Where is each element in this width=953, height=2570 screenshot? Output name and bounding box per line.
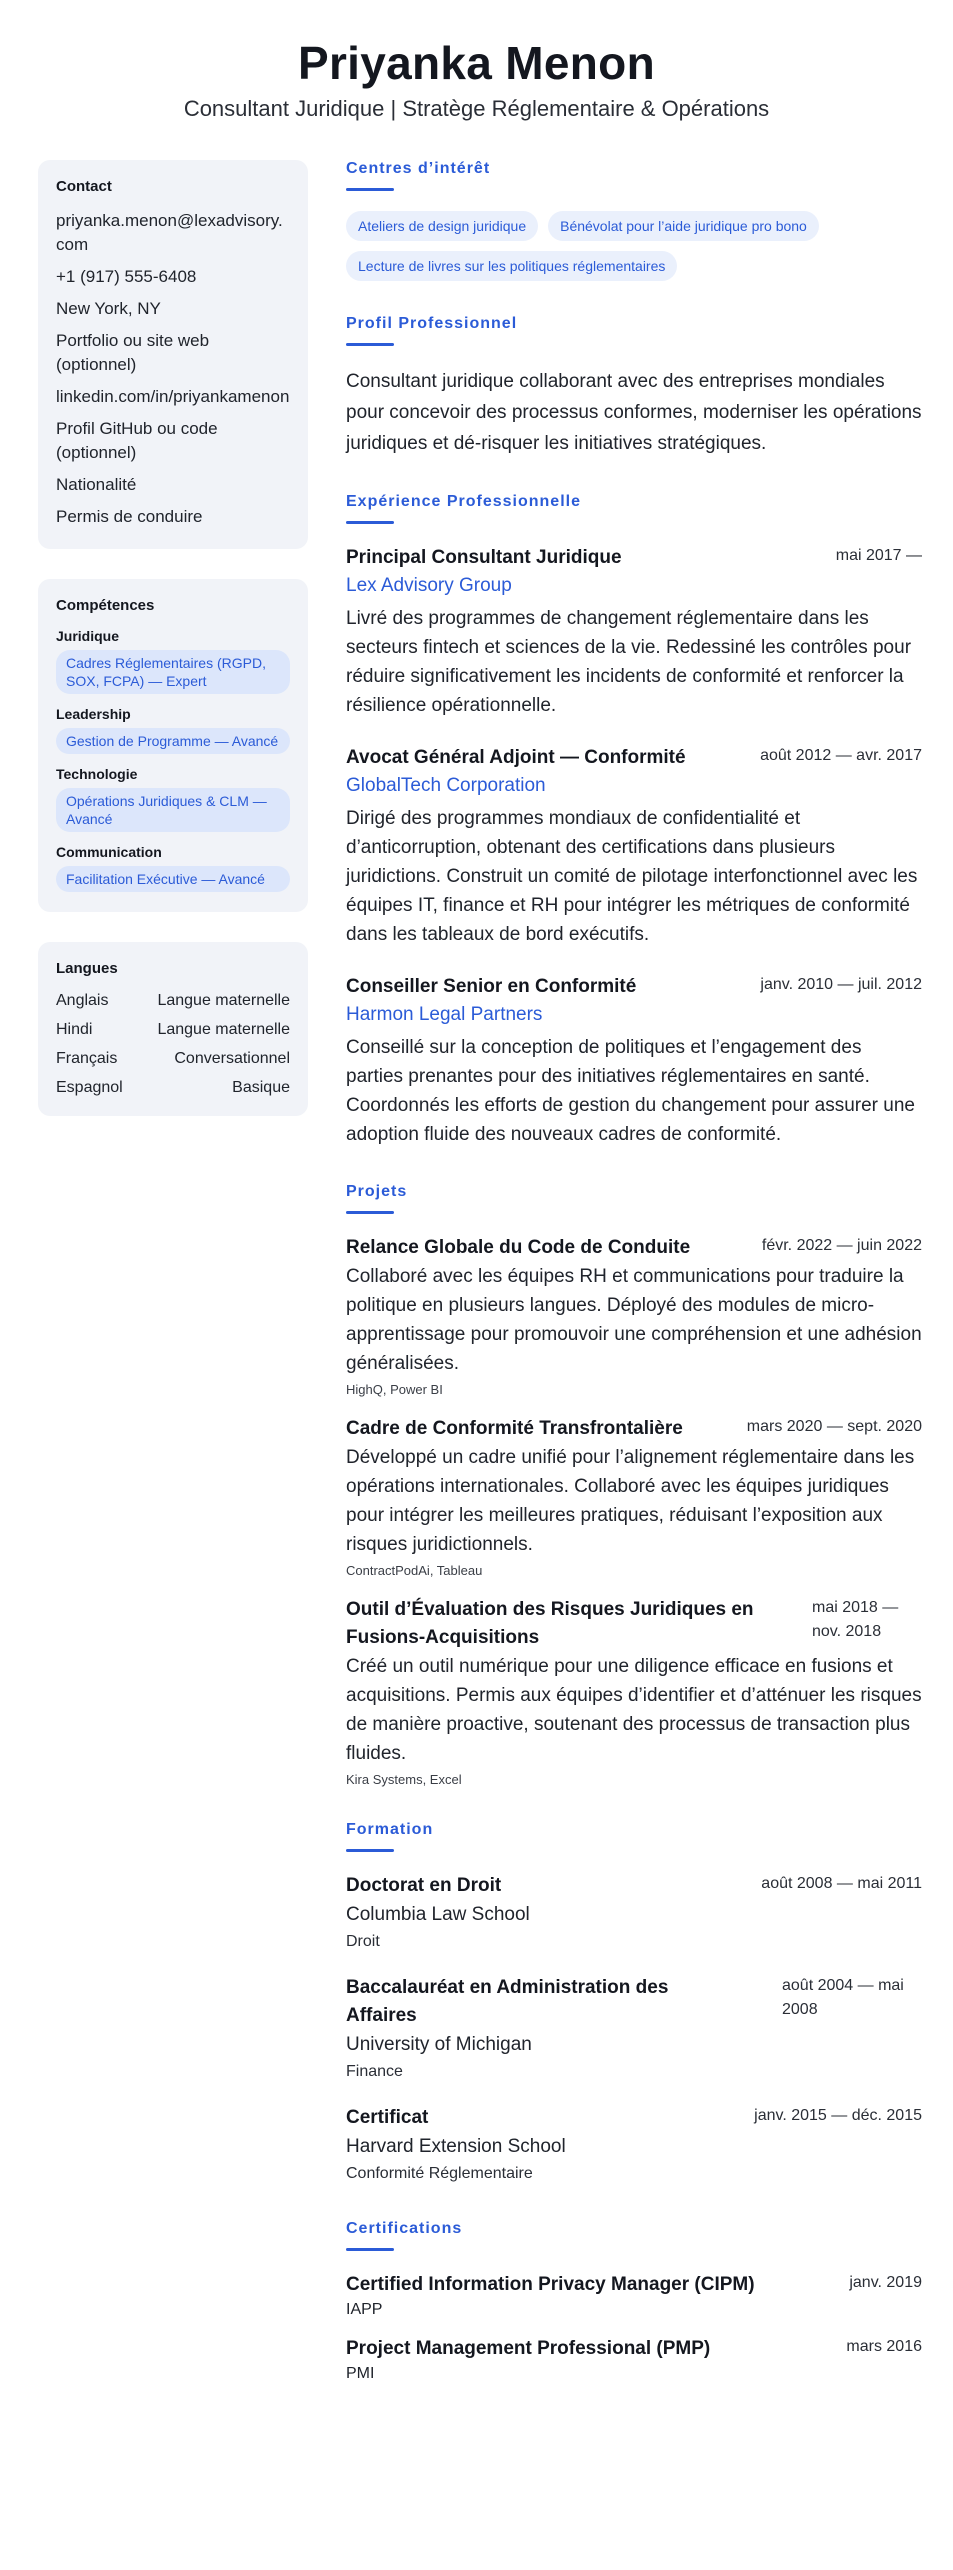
language-level: Langue maternelle <box>157 1021 290 1038</box>
project-name: Relance Globale du Code de Conduite <box>346 1237 691 1258</box>
contact-github[interactable]: Profil GitHub ou code (optionnel) <box>56 419 218 462</box>
contact-phone[interactable]: +1 (917) 555-6408 <box>56 267 197 286</box>
education-entry <box>346 1974 922 2084</box>
education-dates: août 2004 — mai 2008 <box>782 1977 904 2018</box>
project-description: Créé un outil numérique pour une diligence efficace en fusions et acquisitions. Permis aux équipes d’identifier et d’atténuer les risques de manière proactive, soutenant des processus de transaction plus fluides. <box>346 1656 922 1764</box>
contact-location: New York, NY <box>56 299 161 318</box>
skill-group <box>56 706 290 754</box>
experience-entry <box>346 744 922 949</box>
skills-title: Compétences <box>56 597 155 614</box>
candidate-name: Priyanka Menon <box>298 37 655 89</box>
skill-category: Leadership <box>56 706 131 722</box>
languages-card <box>38 942 308 1116</box>
company-name: Harmon Legal Partners <box>346 1004 543 1025</box>
language-level: Conversationnel <box>174 1050 290 1067</box>
degree-title: Certificat <box>346 2107 429 2128</box>
job-dates: janv. 2010 — juil. 2012 <box>760 976 922 993</box>
resume-header <box>0 0 953 130</box>
project-tools: Kira Systems, Excel <box>346 1772 462 1787</box>
certification-issuer: PMI <box>346 2365 375 2382</box>
section-divider <box>346 1211 394 1214</box>
certification-entry <box>346 2335 922 2385</box>
contact-card <box>38 160 308 549</box>
section-title: Expérience Professionnelle <box>346 493 581 510</box>
contact-license: Permis de conduire <box>56 507 203 526</box>
skill-pill: Opérations Juridiques & CLM — Avancé <box>56 788 290 832</box>
field-of-study: Droit <box>346 1933 380 1950</box>
education-entry <box>346 2104 922 2186</box>
language-name: Français <box>56 1050 118 1067</box>
skill-group <box>56 844 290 892</box>
section-title: Profil Professionnel <box>346 315 518 332</box>
language-row <box>56 991 290 1011</box>
skill-pill: Gestion de Programme — Avancé <box>56 728 290 754</box>
company-name: Lex Advisory Group <box>346 575 512 596</box>
skills-card <box>38 579 308 912</box>
skill-group <box>56 628 290 694</box>
section-title: Formation <box>346 1821 434 1838</box>
job-description: Conseillé sur la conception de politiques et l’engagement des parties prenantes pour des initiatives réglementaires en santé. Coordonnés les efforts de gestion du changement pour assurer une adoption fluide des nouveaux cadres de conformité. <box>346 1037 915 1145</box>
main-content <box>346 160 922 2419</box>
section-title: Certifications <box>346 2220 463 2237</box>
certifications-section <box>346 2220 922 2385</box>
skill-category: Communication <box>56 844 162 860</box>
degree-title: Doctorat en Droit <box>346 1875 502 1896</box>
certification-issuer: IAPP <box>346 2301 383 2318</box>
school-name: University of Michigan <box>346 2034 532 2055</box>
project-name: Cadre de Conformité Transfrontalière <box>346 1418 683 1439</box>
field-of-study: Conformité Réglementaire <box>346 2165 533 2182</box>
section-divider <box>346 343 394 346</box>
certification-date: mars 2016 <box>846 2338 922 2355</box>
experience-entry <box>346 544 922 720</box>
candidate-headline: Consultant Juridique | Stratège Réglementaire & Opérations <box>183 96 770 121</box>
interest-list <box>346 211 922 281</box>
project-description: Développé un cadre unifié pour l’alignement réglementaire dans les opérations internationales. Collaboré avec les équipes juridiques pour intégrer les meilleures pratiques, réduisant l’exposition aux risques juridictionnels. <box>346 1447 915 1555</box>
project-tools: HighQ, Power BI <box>346 1382 443 1397</box>
interest-pill: Ateliers de design juridique <box>346 211 538 241</box>
experience-entry <box>346 973 922 1149</box>
language-name: Espagnol <box>56 1079 123 1096</box>
language-name: Anglais <box>56 992 109 1009</box>
project-entry <box>346 1596 922 1787</box>
project-description: Collaboré avec les équipes RH et communications pour traduire la politique en plusieurs langues. Déployé des modules de micro-apprentissage pour promouvoir une compréhension et une adhésion généralisées. <box>346 1266 922 1374</box>
interest-pill: Bénévolat pour l’aide juridique pro bono <box>548 211 819 241</box>
contact-title: Contact <box>56 178 112 195</box>
languages-title: Langues <box>56 960 118 977</box>
skill-pill: Cadres Réglementaires (RGPD, SOX, FCPA) — Expert <box>56 650 290 694</box>
project-dates: févr. 2022 — juin 2022 <box>761 1237 922 1254</box>
interest-pill: Lecture de livres sur les politiques réglementaires <box>346 251 677 281</box>
language-level: Basique <box>232 1079 290 1096</box>
education-entry <box>346 1872 922 1954</box>
school-name: Columbia Law School <box>346 1904 530 1925</box>
contact-nationality: Nationalité <box>56 475 137 494</box>
contact-portfolio[interactable]: Portfolio ou site web (optionnel) <box>56 331 210 374</box>
school-name: Harvard Extension School <box>346 2136 566 2157</box>
profile-section <box>346 315 922 459</box>
profile-summary: Consultant juridique collaborant avec des entreprises mondiales pour concevoir des processus conformes, moderniser les opérations juridiques et dé-risquer les initiatives stratégiques. <box>346 371 922 454</box>
section-divider <box>346 521 394 524</box>
job-title: Conseiller Senior en Conformité <box>346 976 637 997</box>
language-level: Langue maternelle <box>157 992 290 1009</box>
certification-name: Certified Information Privacy Manager (CIPM) <box>346 2274 755 2295</box>
language-name: Hindi <box>56 1021 93 1038</box>
sidebar <box>38 160 308 1146</box>
language-row <box>56 1020 290 1040</box>
contact-email[interactable]: priyanka.menon@lexadvisory.com <box>56 211 283 254</box>
degree-title: Baccalauréat en Administration des Affaires <box>346 1977 669 2026</box>
project-tools: ContractPodAi, Tableau <box>346 1563 483 1578</box>
certification-date: janv. 2019 <box>849 2274 922 2291</box>
field-of-study: Finance <box>346 2063 403 2080</box>
section-divider <box>346 1849 394 1852</box>
project-entry <box>346 1234 922 1397</box>
interests-section <box>346 160 922 281</box>
education-dates: janv. 2015 — déc. 2015 <box>754 2107 922 2124</box>
skill-category: Technologie <box>56 766 138 782</box>
certification-entry <box>346 2271 922 2321</box>
contact-linkedin[interactable]: linkedin.com/in/priyankamenon <box>56 387 290 406</box>
company-name: GlobalTech Corporation <box>346 775 546 796</box>
experience-section <box>346 493 922 1149</box>
skill-pill: Facilitation Exécutive — Avancé <box>56 866 290 892</box>
section-title: Centres d’intérêt <box>346 160 491 177</box>
project-dates: mai 2018 — nov. 2018 <box>812 1599 899 1640</box>
section-divider <box>346 2248 394 2251</box>
skill-category: Juridique <box>56 628 120 644</box>
project-dates: mars 2020 — sept. 2020 <box>746 1418 922 1435</box>
project-entry <box>346 1415 922 1578</box>
certification-name: Project Management Professional (PMP) <box>346 2338 711 2359</box>
job-title: Avocat Général Adjoint — Conformité <box>346 747 686 768</box>
section-title: Projets <box>346 1183 408 1200</box>
language-row <box>56 1049 290 1069</box>
job-description: Livré des programmes de changement réglementaire dans les secteurs fintech et sciences de la vie. Redessiné les contrôles pour réduire significativement les incidents de conformité et renforcer la résilience opérationnelle. <box>346 608 912 716</box>
education-section <box>346 1821 922 2186</box>
section-divider <box>346 188 394 191</box>
project-name: Outil d’Évaluation des Risques Juridiques en Fusions-Acquisitions <box>346 1599 754 1648</box>
job-description: Dirigé des programmes mondiaux de confidentialité et d’anticorruption, obtenant des certifications dans plusieurs juridictions. Construit un comité de pilotage interfonctionnel avec les équipes IT, finance et RH pour intégrer les métriques de conformité dans les tableaux de bord exécutifs. <box>346 808 918 945</box>
job-dates: mai 2017 — <box>835 547 922 564</box>
job-dates: août 2012 — avr. 2017 <box>760 747 922 764</box>
job-title: Principal Consultant Juridique <box>346 547 622 568</box>
language-row <box>56 1078 290 1098</box>
skill-group <box>56 766 290 832</box>
education-dates: août 2008 — mai 2011 <box>761 1875 922 1892</box>
projects-section <box>346 1183 922 1787</box>
